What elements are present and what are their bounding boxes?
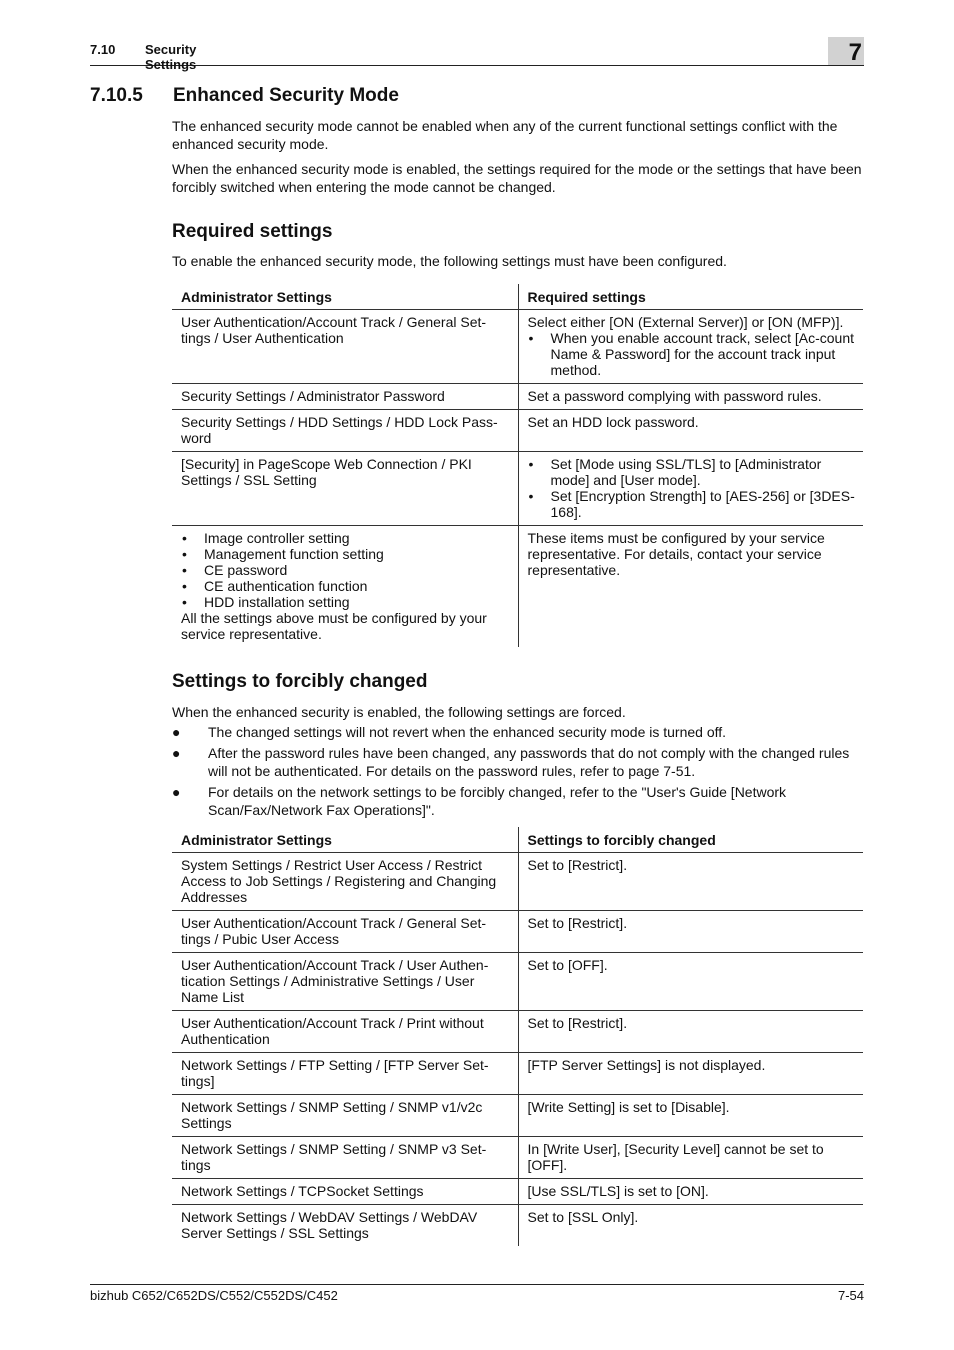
requirement-text: Select either [ON (External Server)] or [ON (MFP)]. <box>527 314 844 330</box>
table-row <box>172 310 863 384</box>
table-row <box>172 410 863 452</box>
list-item: • CE password <box>181 562 510 578</box>
requirement-cell: These items must be configured by your service representative. For details, contact your service representative. <box>527 530 825 578</box>
setting-cell: Network Settings / WebDAV Settings / WebDAV Server Settings / SSL Settings <box>172 1205 518 1247</box>
footer-page-number: 7-54 <box>837 1288 864 1303</box>
list-item-text: For details on the network settings to be forcibly changed, refer to the "User's Guide [Network Scan/Fax/Network Fax Operations]". <box>208 784 787 818</box>
requirement-cell <box>518 310 863 384</box>
setting-cell: User Authentication/Account Track / General Set-tings / User Authentication <box>172 310 518 384</box>
forced-settings-table <box>172 827 863 1246</box>
table-row <box>172 911 863 953</box>
table-row <box>172 1137 863 1179</box>
setting-cell: Network Settings / SNMP Setting / SNMP v1/v2c Settings <box>172 1095 518 1137</box>
requirement-list <box>528 456 856 520</box>
list-item-text: After the password rules have been changed, any passwords that do not comply with the changed rules will not be authenticated. For details on the password rules, refer to page 7-51. <box>208 745 850 779</box>
requirement-cell <box>518 452 863 526</box>
list-item: • Set [Mode using SSL/TLS] to [Administrator mode] and [User mode]. <box>528 456 856 488</box>
header-section-number: 7.10 <box>90 42 116 57</box>
bullet-icon: ● <box>172 784 181 800</box>
forced-value-cell: Set to [OFF]. <box>527 957 608 973</box>
table-row <box>172 1053 863 1095</box>
forced-value-cell: Set to [Restrict]. <box>527 857 628 873</box>
list-item <box>172 723 864 741</box>
setting-cell: User Authentication/Account Track / Print without Authentication <box>172 1011 518 1053</box>
list-item: • Image controller setting <box>181 530 510 546</box>
setting-note: All the settings above must be configured by your service representative. <box>181 610 487 642</box>
forced-value-cell: Set to [Restrict]. <box>527 1015 628 1031</box>
footer-model: bizhub C652/C652DS/C552/C552DS/C452 <box>90 1288 338 1303</box>
page-header <box>90 38 864 72</box>
list-item <box>172 783 864 819</box>
list-item: • When you enable account track, select [Ac-count Name & Password] for the account track input method. <box>528 330 856 378</box>
forced-value-cell: [Use SSL/TLS] is set to [ON]. <box>527 1183 709 1199</box>
table-row <box>172 526 863 648</box>
requirement-cell: Set an HDD lock password. <box>527 414 699 430</box>
table-header-row <box>172 284 863 310</box>
intro-paragraph-1: The enhanced security mode cannot be enabled when any of the current functional settings conflict with the enhanced security mode. <box>172 118 838 152</box>
setting-cell: Security Settings / Administrator Password <box>172 384 518 410</box>
table-header-row <box>172 827 863 853</box>
forced-value-cell: [Write Setting] is set to [Disable]. <box>527 1099 730 1115</box>
bullet-icon: ● <box>172 745 181 761</box>
column-header: Required settings <box>527 289 646 305</box>
column-header: Administrator Settings <box>172 827 518 853</box>
setting-cell: Network Settings / TCPSocket Settings <box>172 1179 518 1205</box>
section-heading-number: 7.10.5 <box>90 85 143 106</box>
forced-value-cell: Set to [SSL Only]. <box>527 1209 639 1225</box>
setting-cell: Network Settings / SNMP Setting / SNMP v3 Set-tings <box>172 1137 518 1179</box>
table-row <box>172 384 863 410</box>
list-item: • Management function setting <box>181 546 510 562</box>
forced-settings-intro: When the enhanced security is enabled, the following settings are forced. <box>172 704 626 720</box>
required-settings-heading: Required settings <box>172 221 333 242</box>
setting-cell <box>172 526 518 648</box>
list-item-text: The changed settings will not revert when the enhanced security mode is turned off. <box>208 724 727 740</box>
section-heading-title: Enhanced Security Mode <box>173 85 399 106</box>
table-row <box>172 452 863 526</box>
requirement-cell: Set a password complying with password rules. <box>527 388 822 404</box>
setting-cell: User Authentication/Account Track / General Set-tings / Pubic User Access <box>172 911 518 953</box>
chapter-badge: 7 <box>828 37 864 65</box>
setting-list <box>181 530 510 610</box>
column-header: Administrator Settings <box>172 284 518 310</box>
required-settings-table <box>172 284 863 647</box>
table-row <box>172 1011 863 1053</box>
forced-value-cell: [FTP Server Settings] is not displayed. <box>527 1057 766 1073</box>
setting-cell: Security Settings / HDD Settings / HDD Lock Pass-word <box>172 410 518 452</box>
table-row <box>172 1095 863 1137</box>
page-footer <box>90 1284 864 1303</box>
list-item: • CE authentication function <box>181 578 510 594</box>
forced-value-cell: In [Write User], [Security Level] cannot be set to [OFF]. <box>527 1141 824 1173</box>
table-row <box>172 1205 863 1247</box>
forced-settings-heading: Settings to forcibly changed <box>172 671 428 692</box>
setting-cell: User Authentication/Account Track / User Authen-tication Settings / Administrative Settings / User Name List <box>172 953 518 1011</box>
list-item: • HDD installation setting <box>181 594 510 610</box>
bullet-icon: ● <box>172 724 181 740</box>
list-item: • Set [Encryption Strength] to [AES-256] or [3DES-168]. <box>528 488 856 520</box>
forced-notes-list <box>172 723 864 822</box>
table-row <box>172 1179 863 1205</box>
required-settings-intro: To enable the enhanced security mode, the following settings must have been configured. <box>172 253 727 269</box>
header-section-title: Security Settings <box>145 42 197 72</box>
setting-cell: Network Settings / FTP Setting / [FTP Server Set-tings] <box>172 1053 518 1095</box>
column-header: Settings to forcibly changed <box>527 832 716 848</box>
intro-paragraph-2: When the enhanced security mode is enabled, the settings required for the mode or the settings that have been forcibly switched when entering the mode cannot be changed. <box>172 161 862 195</box>
table-row <box>172 953 863 1011</box>
requirement-list <box>528 330 856 378</box>
setting-cell: [Security] in PageScope Web Connection / PKI Settings / SSL Setting <box>172 452 518 526</box>
list-item <box>172 744 864 780</box>
setting-cell: System Settings / Restrict User Access / Restrict Access to Job Settings / Registering and Changing Addresses <box>172 853 518 911</box>
table-row <box>172 853 863 911</box>
forced-value-cell: Set to [Restrict]. <box>527 915 628 931</box>
